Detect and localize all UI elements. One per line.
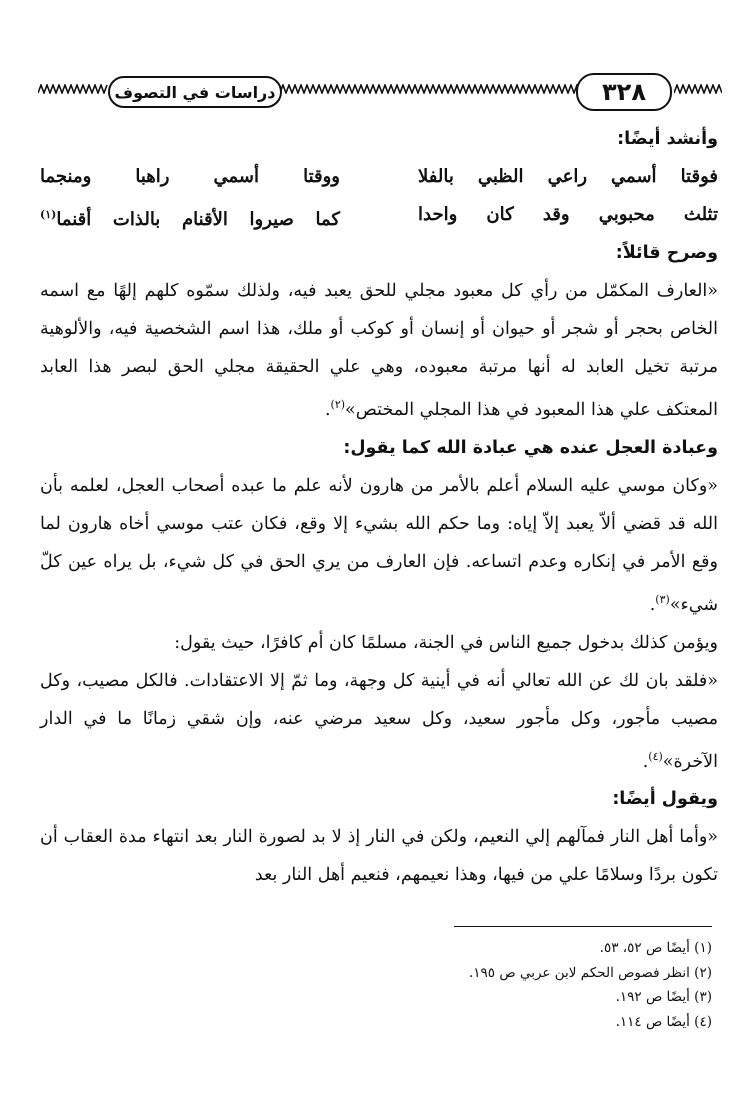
quote-1-text: «العارف المكمّل من رأي كل معبود مجلي للحق يعبد فيه، ولذلك سمّوه كلهم إلهًا مع اسمه الخاص بحجر أو شجر أو حيوان أو إنسان أو كوكب أو ملك، هذا اسم الشخصية فيه، والألوهية مرتبة تخيل العابد له أنها مرتبة معبوده، وهي علي الحقيقة مجلي الحق لبصر هذا العابد المعتكف علي هذا المعبود في هذا المجلي المختص» (40, 281, 718, 420)
quote-paragraph-3: «فلقد بان لك عن الله تعالي أنه في أينية كل وجهة، وما ثمّ إلا الاعتقادات. فالكل مصيب، وكل مصيب مأجور، وكل مأجور سعيد، وكل سعيد مرضي عنه، وإن شقي زمانًا ما في الدار الآخرة»$^{(٤)}$. (40, 670, 718, 772)
verse-1-second-hemistich: ووقتا أسمي راهبا ومنجما (40, 166, 340, 187)
quote-paragraph-2: «وكان موسي عليه السلام أعلم بالأمر من هارون لأنه علم ما عبده أصحاب العجل، لعلمه بأن الله قد قضي ألاّ يعبد إلاّ إياه: وما حكم الله بشيء إلا وقع، فكان عتب موسي أخاه هارون لما وقع الأمر في إنكاره وعدم اتساعه. فإن العارف من يري الحق في كل شيء، بل يراه عين كلّ شيء»$^{(٣)}$. (40, 475, 718, 615)
verse-2-second-hemistich (40, 196, 340, 234)
quote-paragraph-4: «وأما أهل النار فمآلهم إلي النعيم، ولكن في النار إذ لا بد لصورة النار بعد انتهاء مدة العقاب أن تكون بردًا وسلامًا علي من فيها، وهذا نعيمهم، فنعيم أهل النار بعد (40, 827, 718, 886)
verse-intro: وأنشد أيضًا: (617, 129, 718, 149)
footnote-2: (٢) انظر فصوص الحكم لابن عربي ص ١٩٥. (469, 964, 712, 981)
quote-2-text: «وكان موسي عليه السلام أعلم بالأمر من هارون لأنه علم ما عبده أصحاب العجل، لعلمه بأن الله قد قضي ألاّ يعبد إلاّ إياه: وما حكم الله بشيء إلا وقع، فكان عتب موسي أخاه هارون لما وقع الأمر في إنكاره وعدم اتساعه. فإن العارف من يري الحق في كل شيء، بل يراه عين كلّ شيء» (40, 475, 718, 615)
quote-3-text: «فلقد بان لك عن الله تعالي أنه في أينية كل وجهة، وما ثمّ إلا الاعتقادات. فالكل مصيب، وكل مصيب مأجور، وكل مأجور سعيد، وكل سعيد مرضي عنه، وإن شقي زمانًا ما في الدار الآخرة» (40, 670, 718, 772)
calf-worship-intro: وعبادة العجل عنده هي عبادة الله كما يقول: (343, 437, 718, 458)
verse-2-second-text: كما صيروا الأقنام بالذات أقنما (56, 209, 340, 230)
book-title: دراسات في التصوف (108, 76, 282, 108)
quote-paragraph-1: «العارف المكمّل من رأي كل معبود مجلي للحق يعبد فيه، ولذلك سمّوه كلهم إلهًا مع اسمه الخاص بحجر أو شجر أو حيوان أو إنسان أو كوكب أو ملك، هذا اسم الشخصية فيه، والألوهية مرتبة تخيل العابد له أنها مرتبة معبوده، وهي علي الحقيقة مجلي الحق لبصر هذا العابد المعتكف علي هذا المعبود في هذا المجلي المختص»$^{(٢)}$. (40, 281, 718, 420)
paradise-paragraph: ويؤمن كذلك بدخول جميع الناس في الجنة، مسلمًا كان أم كافرًا، حيث يقول: (174, 632, 718, 653)
header-ornament-left (38, 84, 108, 94)
verse-1-first-hemistich: فوقتا أسمي راعي الظبي بالفلا (418, 166, 718, 187)
verse-line-2 (40, 196, 718, 234)
footnote-ref-3: (٣) (655, 592, 670, 606)
footnote-4: (٤) أيضًا ص ١١٤. (615, 1013, 712, 1030)
footnote-ref-1: (١) (40, 208, 57, 221)
footnotes (40, 936, 712, 1034)
footnote-ref-2: (٢) (330, 398, 346, 411)
statement-intro: وصرح قائلاً: (615, 243, 718, 263)
page-header (38, 70, 722, 112)
also-says-intro: ويقول أيضًا: (612, 789, 718, 810)
verse-line-1 (40, 158, 718, 196)
footnote-3: (٣) أيضًا ص ١٩٢. (615, 989, 712, 1005)
footnote-1: (١) أيضًا ص ٥٢، ٥٣. (599, 940, 712, 956)
page-number: ٣٢٨ (576, 73, 672, 111)
verse-2-first-hemistich: تثلث محبوبي وقد كان واحدا (418, 204, 718, 225)
footnote-ref-4: (٤) (648, 749, 663, 763)
footnote-divider (454, 926, 712, 927)
main-text (40, 120, 718, 894)
header-ornament-right (674, 84, 722, 94)
